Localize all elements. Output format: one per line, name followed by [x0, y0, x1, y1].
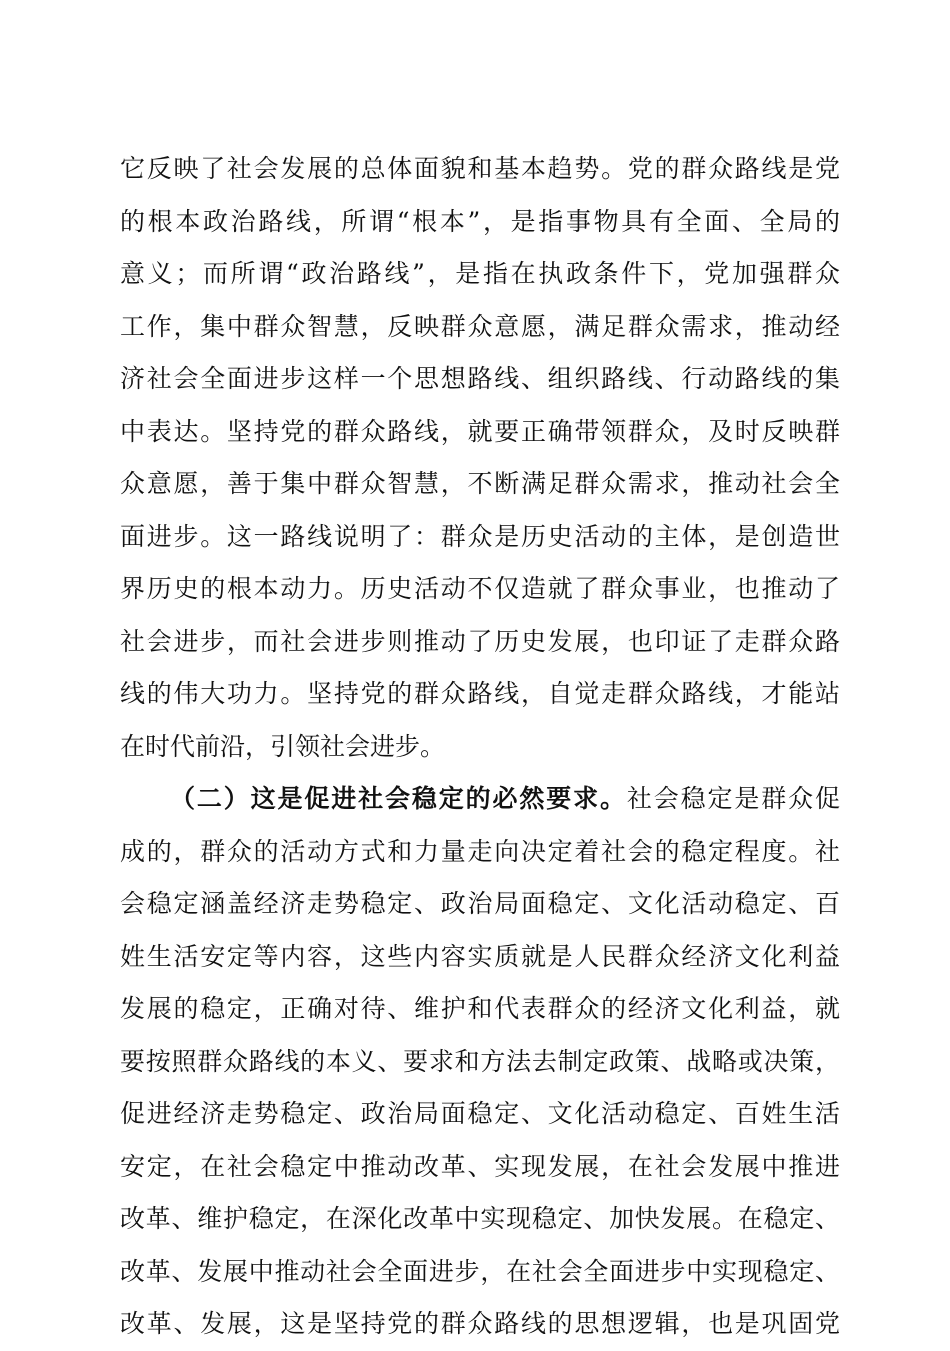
text-line: 促进经济走势稳定、政治局面稳定、文化活动稳定、百姓生活: [120, 1099, 840, 1128]
text-line: 济社会全面进步这样一个思想路线、组织路线、行动路线的集: [120, 364, 840, 393]
text-line: 的根本政治路线，所谓“根本”，是指事物具有全面、全局的: [120, 206, 840, 236]
text-line: 线的伟大功力。坚持党的群众路线，自觉走群众路线，才能站: [120, 679, 840, 708]
text-line: 社会进步，而社会进步则推动了历史发展，也印证了走群众路: [120, 626, 840, 656]
text-line: 中表达。坚持党的群众路线，就要正确带领群众，及时反映群: [120, 416, 840, 446]
text-line: 安定，在社会稳定中推动改革、实现发展，在社会发展中推进: [120, 1151, 840, 1181]
section-first-line: [120, 773, 840, 826]
text-line: 成的，群众的活动方式和力量走向决定着社会的稳定程度。社: [120, 836, 840, 866]
text-line: 界历史的根本动力。历史活动不仅造就了群众事业，也推动了: [120, 574, 840, 603]
text-line: 众意愿，善于集中群众智慧，不断满足群众需求，推动社会全: [120, 469, 840, 498]
text-line: 要按照群众路线的本义、要求和方法去制定政策、战略或决策，: [120, 1046, 840, 1076]
text-line: 改革、维护稳定，在深化改革中实现稳定、加快发展。在稳定、: [120, 1204, 840, 1233]
text-line: 改革、发展，这是坚持党的群众路线的思想逻辑，也是巩固党: [120, 1309, 840, 1338]
section-first-line-text: 社会稳定是群众促: [626, 784, 840, 813]
text-line: 它反映了社会发展的总体面貌和基本趋势。党的群众路线是党: [120, 154, 840, 183]
text-line: 面进步。这一路线说明了：群众是历史活动的主体，是创造世: [120, 521, 840, 551]
text-line: 意义；而所谓“政治路线”，是指在执政条件下，党加强群众: [120, 259, 840, 288]
text-line: 会稳定涵盖经济走势稳定、政治局面稳定、文化活动稳定、百: [120, 889, 840, 918]
body-text: [120, 143, 840, 1351]
text-line: 发展的稳定，正确对待、维护和代表群众的经济文化利益，就: [120, 994, 840, 1023]
text-line: 在时代前沿，引领社会进步。: [120, 731, 446, 761]
text-line: 姓生活安定等内容，这些内容实质就是人民群众经济文化利益: [120, 941, 840, 971]
text-line: 工作，集中群众智慧，反映群众意愿，满足群众需求，推动经: [120, 311, 840, 341]
text-line: 改革、发展中推动社会全面进步，在社会全面进步中实现稳定、: [120, 1256, 840, 1286]
section-heading: （二）这是促进社会稳定的必然要求。: [170, 784, 627, 813]
